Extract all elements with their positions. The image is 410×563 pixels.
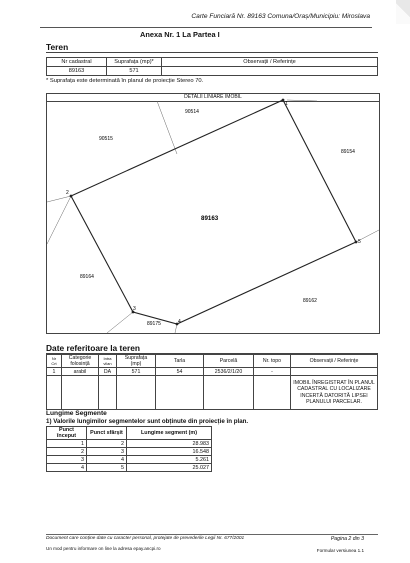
neighbor-label: 89175 [147, 321, 161, 327]
segment-start: 1 [47, 440, 87, 448]
plan-drawing [47, 94, 379, 333]
col-punct-inceput: Punct început [47, 427, 87, 440]
teren-heading: Teren [46, 42, 69, 52]
col-lungime: Lungime segment (m) [127, 427, 212, 440]
date-teren-table [46, 354, 378, 410]
col-nr-crt: Nr Crt [47, 355, 62, 368]
intravilan-value: DA [99, 368, 117, 376]
col-intravilan: Intra vilan [99, 355, 117, 368]
footer-disclaimer: Document care conține date cu caracter personal, protejate de prevederile Legii Nr. 677/2001 [46, 536, 245, 541]
segment-end: 3 [87, 448, 127, 456]
col-suprafata: Suprafața (mp) [117, 355, 156, 368]
plan-title: DETALII LINIARE IMOBIL [47, 94, 379, 102]
suprafata-value: 571 [107, 67, 162, 76]
segment-length: 16.548 [127, 448, 212, 456]
neighbor-label: 89164 [80, 274, 94, 280]
footer-version: Formular versiunea 1.1 [316, 548, 364, 553]
segment-start: 4 [47, 464, 87, 472]
segment-end: 2 [87, 440, 127, 448]
suprafata-value: 571 [117, 368, 156, 376]
nr-topo-value: - [254, 368, 291, 376]
point-label: 3 [133, 306, 136, 312]
col-parcela: Parcelă [204, 355, 254, 368]
segment-end: 4 [87, 456, 127, 464]
footer-rule [46, 534, 378, 535]
point-label: 1 [285, 101, 288, 107]
boundary-line [287, 100, 317, 101]
point-label: 2 [66, 190, 69, 196]
boundary-line [157, 101, 177, 154]
page-corner-fold [396, 0, 410, 24]
vertex-1 [282, 99, 285, 102]
parcel-outline [71, 100, 356, 324]
plan-detalii-liniare [46, 93, 380, 334]
segmente-subheading: 1) Valorile lungimilor segmentelor sunt obținute din proiecție în plan. [46, 418, 249, 425]
neighbor-label: 89162 [303, 298, 317, 304]
segment-length: 25.027 [127, 464, 212, 472]
nr-crt-value: 1 [47, 368, 62, 376]
boundary-line [47, 196, 71, 244]
carte-funciara-header: Carte Funciară Nr. 89163 Comuna/Oraș/Municipiu: Miroslava [191, 13, 370, 20]
col-tarla: Tarla [156, 355, 204, 368]
teren-heading-rule [46, 52, 378, 53]
header-divider [40, 27, 372, 28]
col-observatii: Observații / Referințe [162, 58, 378, 67]
observatii-value [291, 368, 378, 376]
teren-footnote: * Suprafața este determinată în planul de proiecție Stereo 70. [46, 78, 204, 84]
point-label: 4 [178, 319, 181, 325]
segment-end: 5 [87, 464, 127, 472]
point-label: 5 [358, 239, 361, 245]
tarla-value: 54 [156, 368, 204, 376]
observatii-imobil: IMOBIL ÎNREGISTRAT ÎN PLANUL CADASTRAL CU LOCALIZARE INCERTĂ DATORITĂ LIPSEI PLANULUI PARCELAR. [291, 376, 378, 410]
observatii-value [162, 67, 378, 76]
boundary-line [47, 196, 71, 202]
segment-length: 28.983 [127, 440, 212, 448]
segment-length: 5.261 [127, 456, 212, 464]
teren-table [46, 57, 378, 76]
date-teren-heading: Date referitoare la teren [46, 343, 141, 353]
segment-start: 2 [47, 448, 87, 456]
neighbor-label: 89154 [341, 149, 355, 155]
nr-cadastral-value: 89163 [47, 67, 107, 76]
footer-page-number: Pagina 2 din 3 [330, 536, 364, 542]
categorie-value: arabil [62, 368, 99, 376]
vertex-2 [70, 195, 73, 198]
col-nr-topo: Nr. topo [254, 355, 291, 368]
parcela-value: 2536/2/1/20 [204, 368, 254, 376]
col-nr-cadastral: Nr cadastral [47, 58, 107, 67]
neighbor-label: 90514 [185, 109, 199, 115]
neighbor-label: 90515 [99, 136, 113, 142]
col-suprafata: Suprafața (mp)* [107, 58, 162, 67]
segmente-table [46, 426, 212, 472]
anexa-title: Anexa Nr. 1 La Partea I [140, 30, 220, 39]
col-punct-sfarsit: Punct sfârșit [87, 427, 127, 440]
segmente-heading: Lungime Segmente [46, 410, 107, 417]
vertex-5 [355, 241, 358, 244]
col-categorie: Categorie folosință [62, 355, 99, 368]
col-observatii: Observații / Referințe [291, 355, 378, 368]
main-parcel-label: 89163 [201, 215, 219, 222]
footer-info: Un mod pentru informare on line la adresa epay.ancpi.ro [46, 546, 161, 551]
segment-start: 3 [47, 456, 87, 464]
boundary-line [107, 312, 133, 333]
